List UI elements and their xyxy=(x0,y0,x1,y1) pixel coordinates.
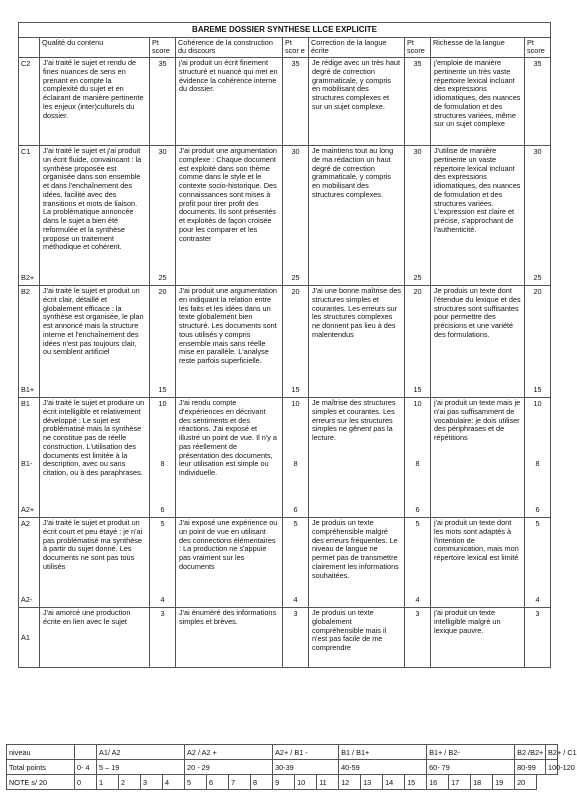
note-label: NOTE s/ 20 xyxy=(7,775,75,790)
richesse-description: Je produis un texte dont l'étendue du lexique et des structures sont suffisantes pour permettre des précisions et une variété des formulations. xyxy=(431,286,525,398)
score-value: 30 xyxy=(291,147,300,157)
rubric-row xyxy=(19,608,551,668)
total-points-cell: 100-120 xyxy=(546,760,558,775)
note-cell: 8 xyxy=(251,775,273,790)
score-value: 10 xyxy=(158,399,167,409)
header-pt-richesse: Pt score xyxy=(525,37,551,58)
quality-description: J'ai traité le sujet et produit un écrit court et peu étayé : je n'ai pas problématisé ma synthèse à partir du sujet donné. Les documents ne sont pas tous utilisés xyxy=(40,518,150,608)
score-value: 15 xyxy=(533,385,542,395)
niveau-cell xyxy=(75,745,97,760)
header-correction: Correction de la langue écrite xyxy=(309,37,405,58)
score-value: 35 xyxy=(291,59,300,69)
header-richesse: Richesse de la langue xyxy=(431,37,525,58)
richesse-description: j'emploie de manière pertinente un très vaste répertoire lexical incluant des expressions idiomatiques, des nuances de formulation et des structures variées, même sur un sujet complexe xyxy=(431,58,525,146)
score-value: 3 xyxy=(415,609,420,619)
richesse-score xyxy=(525,398,551,518)
level-label: C2 xyxy=(21,59,31,69)
score-value: 4 xyxy=(160,595,165,605)
score-value: 20 xyxy=(413,287,422,297)
note-cell: 19 xyxy=(493,775,515,790)
note-cell: 18 xyxy=(471,775,493,790)
total-points-cell: 60- 79 xyxy=(427,760,515,775)
level-label: B1+ xyxy=(21,385,35,395)
header-pt-coherence: Pt scor e xyxy=(283,37,309,58)
score-value: 4 xyxy=(293,595,298,605)
richesse-description: j'ai produit un texte dont les mots sont adaptés à l'intention de communication, mais mon répertoire lexical est limité xyxy=(431,518,525,608)
score-value: 25 xyxy=(158,273,167,283)
score-value: 4 xyxy=(535,595,540,605)
score-value: 3 xyxy=(160,609,165,619)
score-value: 3 xyxy=(293,609,298,619)
richesse-score xyxy=(525,518,551,608)
coherence-score xyxy=(283,518,309,608)
level-label: A1 xyxy=(21,633,30,643)
rubric-row xyxy=(19,146,551,286)
score-value: 25 xyxy=(291,273,300,283)
score-value: 4 xyxy=(415,595,420,605)
note-cell: 6 xyxy=(207,775,229,790)
note-row xyxy=(7,775,558,790)
quality-description: J'ai traité le sujet et produire un écrit intelligible et relativement développé : Le sujet est problématisé mais la synthèse ne constitue pas de réelle construction. L'utilisation des documents est limitée à la description, avec ou sans citation, ou à des paraphrases. xyxy=(40,398,150,518)
level-cell xyxy=(19,608,40,668)
total-points-cell: 40-59 xyxy=(339,760,427,775)
note-cell: 5 xyxy=(185,775,207,790)
level-label: A2+ xyxy=(21,505,35,515)
score-value: 10 xyxy=(291,399,300,409)
richesse-score xyxy=(525,58,551,146)
quality-score xyxy=(150,398,176,518)
note-cell: 4 xyxy=(163,775,185,790)
note-cell: 15 xyxy=(405,775,427,790)
header-pt-quality: Pt score xyxy=(150,37,176,58)
header-row xyxy=(19,37,551,58)
correction-score xyxy=(405,286,431,398)
niveau-cell: A2 / A2 + xyxy=(185,745,273,760)
score-value: 15 xyxy=(158,385,167,395)
richesse-score xyxy=(525,608,551,668)
note-cell: 14 xyxy=(383,775,405,790)
quality-description: J'ai amorcé une production écrite en lien avec le sujet xyxy=(40,608,150,668)
coherence-score xyxy=(283,608,309,668)
score-value: 35 xyxy=(413,59,422,69)
niveau-row xyxy=(7,745,558,760)
quality-score xyxy=(150,518,176,608)
richesse-description: J'utilise de manière pertinente un vaste répertoire lexical incluant des expressions idiomatiques, des nuances de formulation et des structures variées. L'expression est claire et précise, s'approchant de l'authenticité. xyxy=(431,146,525,286)
grading-table xyxy=(18,22,551,668)
quality-score xyxy=(150,286,176,398)
correction-score xyxy=(405,146,431,286)
level-cell xyxy=(19,398,40,518)
correction-score xyxy=(405,518,431,608)
niveau-cell: A1/ A2 xyxy=(97,745,185,760)
coherence-description: J'ai produit une argumentation complexe : Chaque document est exploité dans son thème comme dans le style et le contexte socio-historique. Des connaissances sont mises à profit pour tirer profit des documents. Ils sont présentés et exploités de façon croisée pour les comparer et les contraster xyxy=(176,146,283,286)
richesse-score xyxy=(525,146,551,286)
niveau-cell: B1+ / B2- xyxy=(427,745,515,760)
level-cell xyxy=(19,146,40,286)
level-label: B1- xyxy=(21,458,33,468)
level-label: A2 xyxy=(21,519,30,529)
score-value: 8 xyxy=(535,458,540,468)
quality-score xyxy=(150,608,176,668)
note-cell: 2 xyxy=(119,775,141,790)
score-value: 8 xyxy=(293,458,298,468)
header-coherence: Cohérence de la construction du discours xyxy=(176,37,283,58)
quality-score xyxy=(150,58,176,146)
coherence-score xyxy=(283,146,309,286)
score-value: 5 xyxy=(535,519,540,529)
score-value: 5 xyxy=(160,519,165,529)
note-cell: 12 xyxy=(339,775,361,790)
niveau-cell: A2+ / B1 - xyxy=(273,745,339,760)
coherence-score xyxy=(283,58,309,146)
niveau-cell: B2+ / C1 xyxy=(546,745,558,760)
note-cell: 10 xyxy=(295,775,317,790)
niveau-label: niveau xyxy=(7,745,75,760)
score-value: 5 xyxy=(293,519,298,529)
correction-description: J'ai une bonne maîtrise des structures simples et courantes. Les erreurs sur les structures complexes ne donnent pas lieu à des malentendus xyxy=(309,286,405,398)
richesse-score xyxy=(525,286,551,398)
rubric-row xyxy=(19,518,551,608)
note-cell: 9 xyxy=(273,775,295,790)
score-value: 8 xyxy=(160,458,165,468)
score-value: 30 xyxy=(533,147,542,157)
coherence-description: j'ai produit un écrit finement structuré et nuancé qui met en évidence la cohérence interne du dossier. xyxy=(176,58,283,146)
note-cell: 13 xyxy=(361,775,383,790)
level-label: B2+ xyxy=(21,273,35,283)
header-level xyxy=(19,37,40,58)
rubric-row xyxy=(19,286,551,398)
quality-score xyxy=(150,146,176,286)
total-points-row xyxy=(7,760,558,775)
rubric-row xyxy=(19,58,551,146)
correction-score xyxy=(405,608,431,668)
score-value: 10 xyxy=(413,399,422,409)
note-cell: 16 xyxy=(427,775,449,790)
niveau-cell: B1 / B1+ xyxy=(339,745,427,760)
coherence-description: J'ai rendu compte d'expériences en décrivant des sentiments et des réactions. J'ai exposé et illustré un point de vue. Il n'y a pas réellement de présentation des documents, leur utilisation est simple ou individuelle. xyxy=(176,398,283,518)
note-cell: 11 xyxy=(317,775,339,790)
correction-description: Je produis un texte globalement compréhensible mais il n'est pas facile de me comprendre xyxy=(309,608,405,668)
score-value: 6 xyxy=(160,505,165,515)
total-points-cell: 20 - 29 xyxy=(185,760,273,775)
coherence-score xyxy=(283,398,309,518)
coherence-description: J'ai produit une argumentation en indiquant la relation entre les faits et les idées dans un texte globalement bien structuré. Les documents sont tous utilisés y compris ensemble mais sans réelle mise en parallèle. L'analyse reste parfois superficielle. xyxy=(176,286,283,398)
note-cell: 3 xyxy=(141,775,163,790)
total-points-label: Total points xyxy=(7,760,75,775)
quality-description: J'ai traité le sujet et j'ai produit un écrit fluide, convaincant : la synthèse proposée est organisée dans son ensemble et dans l'enchaînement des idées, facilité avec des transitions et mots de liaison. La problématique annoncée dans le sujet a bien été reformulée et la synthèse propose un traitement méthodique et cohérent. xyxy=(40,146,150,286)
correction-description: Je maîtrise des structures simples et courantes. Les erreurs sur les structures simples ne gênent pas la lecture. xyxy=(309,398,405,518)
richesse-description: j'ai produit un texte mais je n'ai pas suffisamment de vocabulaire: je dois utiliser des périphrases et de répétitions xyxy=(431,398,525,518)
note-cell: 0 xyxy=(75,775,97,790)
note-cell: 7 xyxy=(229,775,251,790)
total-points-cell: 0- 4 xyxy=(75,760,97,775)
header-quality: Qualité du contenu xyxy=(40,37,150,58)
score-value: 15 xyxy=(413,385,422,395)
correction-score xyxy=(405,398,431,518)
level-label: B2 xyxy=(21,287,30,297)
score-value: 15 xyxy=(291,385,300,395)
correction-description: Je rédige avec un très haut degré de correction grammaticale, y compris en mobilisant des structures complexes et sur un sujet complexe. xyxy=(309,58,405,146)
level-cell xyxy=(19,518,40,608)
note-cell: 17 xyxy=(449,775,471,790)
coherence-description: J'ai énuméré des informations simples et brèves. xyxy=(176,608,283,668)
total-points-cell: 30-39 xyxy=(273,760,339,775)
header-pt-correction: Pt score xyxy=(405,37,431,58)
level-label: B1 xyxy=(21,399,30,409)
note-cell: 1 xyxy=(97,775,119,790)
score-value: 25 xyxy=(533,273,542,283)
correction-score xyxy=(405,58,431,146)
correction-description: Je produis un texte compréhensible malgré des erreurs fréquentes. Le niveau de langue ne permet pas de transmettre clairement les informations souhaitées. xyxy=(309,518,405,608)
score-value: 30 xyxy=(413,147,422,157)
coherence-score xyxy=(283,286,309,398)
score-value: 6 xyxy=(415,505,420,515)
score-value: 35 xyxy=(158,59,167,69)
score-value: 6 xyxy=(293,505,298,515)
level-cell xyxy=(19,58,40,146)
total-points-cell: 5 – 19 xyxy=(97,760,185,775)
rubric-row xyxy=(19,398,551,518)
score-value: 3 xyxy=(535,609,540,619)
score-value: 30 xyxy=(158,147,167,157)
score-value: 10 xyxy=(533,399,542,409)
score-value: 20 xyxy=(291,287,300,297)
score-value: 20 xyxy=(533,287,542,297)
coherence-description: J'ai exposé une expérience ou un point de vue en utilisant des connections élémentaires : La production ne s'appuie pas vraiment sur les documents xyxy=(176,518,283,608)
table-title: BAREME DOSSIER SYNTHESE LLCE EXPLICITE xyxy=(19,23,551,38)
total-points-cell: 80-99 xyxy=(515,760,546,775)
score-value: 25 xyxy=(413,273,422,283)
score-value: 6 xyxy=(535,505,540,515)
level-label: A2- xyxy=(21,595,33,605)
richesse-description: j'ai produit un texte intelligible malgré un lexique pauvre. xyxy=(431,608,525,668)
score-value: 20 xyxy=(158,287,167,297)
quality-description: J'ai traité le sujet et produit un écrit clair, détaillé et globalement efficace : la synthèse est organisée, le plan est annoncé mais la structure interne et l'enchaînement des idées n'est pas toujours clair, ou semblent artificiel xyxy=(40,286,150,398)
niveau-cell: B2 /B2+ xyxy=(515,745,546,760)
note-cell: 20 xyxy=(515,775,537,790)
score-value: 5 xyxy=(415,519,420,529)
level-label: C1 xyxy=(21,147,31,157)
score-scale-table xyxy=(6,744,577,790)
score-value: 35 xyxy=(533,59,542,69)
score-value: 8 xyxy=(415,458,420,468)
level-cell xyxy=(19,286,40,398)
correction-description: Je maintiens tout au long de ma rédaction un haut degré de correction grammaticale, y compris en mobilisant des structures complexes. xyxy=(309,146,405,286)
quality-description: J'ai traité le sujet et rendu de fines nuances de sens en prenant en compte la complexité du sujet et en éclairant de manière pertinente les enjeux (inter)culturels du dossier. xyxy=(40,58,150,146)
